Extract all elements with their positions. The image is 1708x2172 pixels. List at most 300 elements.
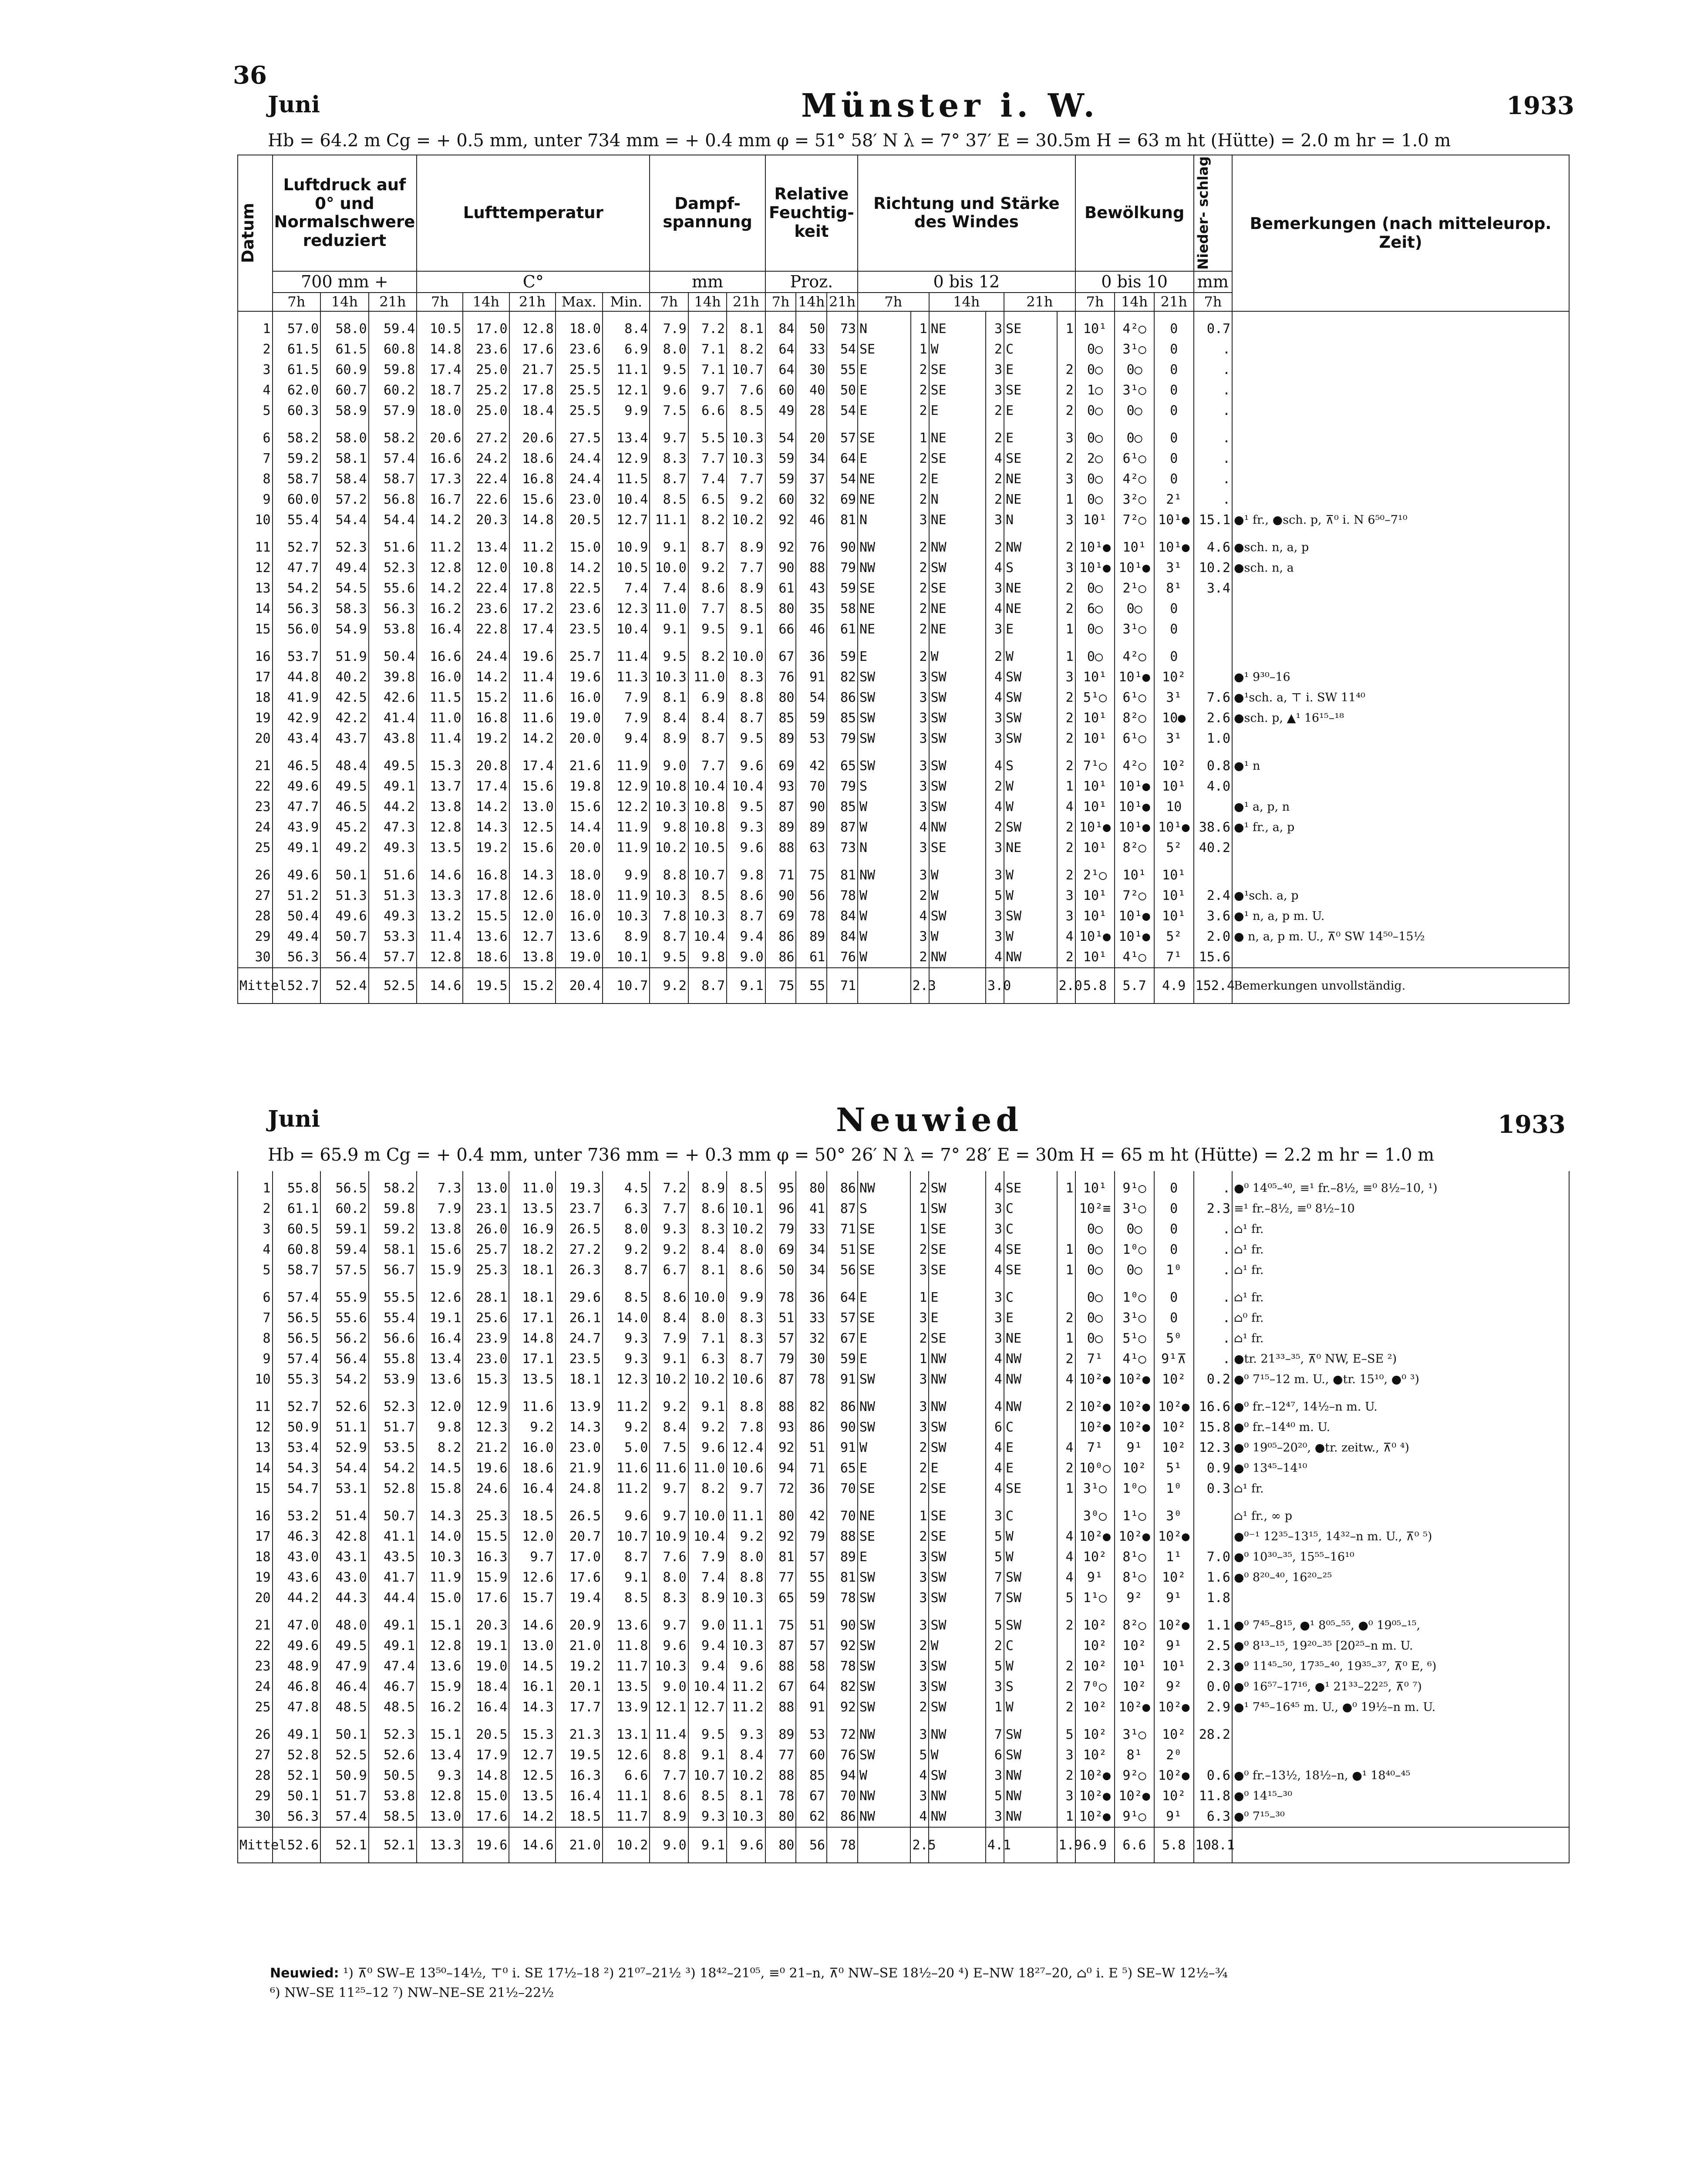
value-t7: 15.9	[417, 1260, 463, 1280]
value-p14: 48.0	[320, 1615, 369, 1636]
day-cell: 7	[238, 448, 273, 469]
value-e14: 8.1	[688, 1260, 727, 1280]
value-p7: 44.2	[273, 1588, 321, 1608]
value-e21: 10.3	[727, 1636, 765, 1656]
group-gap	[238, 749, 1569, 756]
value-tmax: 24.4	[556, 448, 603, 469]
unit-luftdruck: 700 mm +	[273, 271, 417, 293]
value-t14: 16.4	[463, 1697, 509, 1717]
wind-force-s21: 1	[1057, 647, 1075, 667]
value-f14: 88	[796, 558, 827, 578]
value-tmin: 10.3	[603, 906, 650, 926]
wind-force-s7: 3	[911, 708, 929, 728]
value-tmin: 10.4	[603, 489, 650, 510]
value-tmin: 7.9	[603, 687, 650, 708]
station-title-1: Münster i. W.	[801, 87, 1099, 125]
cloud-c7: 10¹	[1075, 667, 1115, 687]
gap-cell	[273, 530, 321, 537]
precip-cell: 4.0	[1194, 776, 1232, 797]
value-p14: 50.9	[320, 1765, 369, 1786]
gap-cell	[910, 1280, 929, 1287]
wind-dir-w21: W	[1004, 926, 1057, 947]
value-e21: 8.5	[727, 599, 765, 619]
wind-dir-w7: W	[858, 1765, 911, 1786]
value-f7: 69	[765, 1239, 796, 1260]
value-f7: 69	[765, 906, 796, 926]
gap-cell	[273, 1499, 321, 1506]
value-tmax: 24.7	[556, 1328, 603, 1349]
day-cell: 10	[238, 510, 273, 530]
cloud-c7: 0○	[1075, 360, 1115, 380]
value-t14: 19.2	[463, 728, 509, 749]
value-f7: 88	[765, 1656, 796, 1677]
precip-cell	[1194, 647, 1232, 667]
subheader-cloud-2: 21h	[1154, 293, 1194, 311]
value-f21: 84	[827, 906, 858, 926]
wind-dir-w14: NW	[929, 817, 986, 838]
value-e21: 9.5	[727, 797, 765, 817]
value-f21: 87	[827, 817, 858, 838]
cloud-c14: 8²○	[1115, 1615, 1154, 1636]
cloud-c14: 7²○	[1115, 510, 1154, 530]
value-e21: 8.5	[727, 401, 765, 421]
cloud-c14: 10¹	[1115, 865, 1154, 886]
value-tmin: 11.2	[603, 1478, 650, 1499]
value-t14: 19.6	[463, 1458, 509, 1478]
wind-dir-w7: E	[858, 1328, 911, 1349]
gap-cell	[796, 421, 827, 428]
value-t14: 25.3	[463, 1260, 509, 1280]
cloud-c21: 10²●	[1154, 1615, 1194, 1636]
wind-dir-w14: SW	[929, 667, 986, 687]
wind-force-s21	[1057, 1287, 1075, 1308]
mean-f14: 55	[796, 968, 827, 1003]
group-gap	[238, 530, 1569, 537]
value-e14: 10.0	[688, 1287, 727, 1308]
gap-cell	[986, 640, 1004, 647]
mean-precip: 152.4	[1194, 968, 1232, 1003]
gap-cell	[929, 1717, 985, 1724]
wind-dir-w7: NW	[858, 558, 911, 578]
value-p21: 53.8	[369, 1786, 417, 1806]
value-e7: 9.7	[650, 1478, 688, 1499]
gap-cell	[320, 1717, 369, 1724]
gap-cell	[369, 749, 417, 756]
cloud-c7: 10¹	[1075, 797, 1115, 817]
cloud-c14: 6¹○	[1115, 687, 1154, 708]
gap-cell	[650, 1280, 688, 1287]
wind-dir-w7: SE	[858, 1239, 911, 1260]
value-f21: 76	[827, 1745, 858, 1765]
table-row	[238, 1697, 1569, 1717]
wind-force-s14: 4	[986, 1397, 1004, 1417]
value-t7: 13.4	[417, 1349, 463, 1369]
gap-cell	[650, 1608, 688, 1615]
wind-force-s14: 3	[986, 1199, 1004, 1219]
value-f7: 93	[765, 1417, 796, 1438]
value-p7: 56.3	[273, 1806, 321, 1827]
value-p14: 58.3	[320, 599, 369, 619]
cloud-c21: 10¹●	[1154, 537, 1194, 558]
gap-cell	[1194, 858, 1232, 865]
value-p7: 57.4	[273, 1287, 321, 1308]
wind-dir-w21: NW	[1004, 947, 1057, 968]
cloud-c7: 10¹	[1075, 886, 1115, 906]
subheader-13: 21h	[827, 293, 858, 311]
value-tmax: 17.6	[556, 1567, 603, 1588]
gap-cell	[603, 1280, 650, 1287]
wind-dir-w21: SW	[1004, 906, 1057, 926]
remarks-cell: ●¹ fr., ●sch. p, ⊼⁰ i. N 6⁵⁰–7¹⁰	[1232, 510, 1569, 530]
wind-dir-w21: E	[1004, 1438, 1057, 1458]
gap-cell	[417, 640, 463, 647]
cloud-c7: 10²●	[1075, 1417, 1115, 1438]
remarks-cell: ⌂¹ fr.	[1232, 1287, 1569, 1308]
value-e21: 10.6	[727, 1458, 765, 1478]
cloud-c14: 6¹○	[1115, 728, 1154, 749]
cloud-c14: 10²	[1115, 1636, 1154, 1656]
value-p7: 52.7	[273, 1397, 321, 1417]
table-row	[238, 838, 1569, 858]
wind-dir-w14: SW	[929, 1178, 985, 1199]
remarks-cell: ●⁰ 16⁵⁷–17¹⁶, ●¹ 21³³–22²⁵, ⊼⁰ ⁷)	[1232, 1677, 1569, 1697]
gap-cell	[1194, 311, 1232, 319]
wind-dir-w21: E	[1004, 619, 1057, 640]
wind-dir-w14: SW	[929, 1765, 985, 1786]
wind-force-s21: 2	[1057, 817, 1075, 838]
precip-cell: 2.3	[1194, 1656, 1232, 1677]
wind-dir-w21: C	[1004, 1636, 1057, 1656]
value-p7: 60.8	[273, 1239, 321, 1260]
value-p21: 44.2	[369, 797, 417, 817]
day-cell: 12	[238, 558, 273, 578]
wind-dir-w7: E	[858, 448, 911, 469]
wind-dir-w7: E	[858, 380, 911, 401]
gap-cell	[320, 640, 369, 647]
gap-cell	[910, 1499, 929, 1506]
cloud-c21: 0	[1154, 339, 1194, 360]
value-e7: 8.4	[650, 708, 688, 728]
gap-cell	[1004, 1608, 1057, 1615]
value-f14: 40	[796, 380, 827, 401]
gap-cell	[986, 421, 1004, 428]
value-e21: 8.5	[727, 1178, 765, 1199]
wind-dir-w21: NW	[1004, 1397, 1057, 1417]
value-p21: 47.3	[369, 817, 417, 838]
cloud-c21: 0	[1154, 448, 1194, 469]
value-e7: 8.6	[650, 1786, 688, 1806]
cloud-c7: 7⁰○	[1075, 1677, 1115, 1697]
table-row	[238, 947, 1569, 968]
value-f21: 56	[827, 1260, 858, 1280]
value-p21: 50.7	[369, 1506, 417, 1526]
value-tmax: 18.0	[556, 886, 603, 906]
value-e21: 10.3	[727, 1806, 765, 1827]
wind-force-s21: 2	[1057, 708, 1075, 728]
gap-cell	[1004, 1499, 1057, 1506]
value-f21: 78	[827, 1588, 858, 1608]
value-tmax: 20.0	[556, 728, 603, 749]
wind-force-s7: 3	[910, 1724, 929, 1745]
month-label-1: Juni	[268, 91, 320, 118]
value-p21: 60.8	[369, 339, 417, 360]
value-t7: 12.8	[417, 1786, 463, 1806]
value-f7: 60	[765, 489, 796, 510]
value-p21: 59.2	[369, 1219, 417, 1239]
gap-cell	[911, 858, 929, 865]
cloud-c14: 10¹	[1115, 537, 1154, 558]
gap-cell	[765, 311, 796, 319]
gap-cell	[796, 749, 827, 756]
day-cell: 6	[238, 1287, 273, 1308]
value-f7: 60	[765, 380, 796, 401]
value-f14: 33	[796, 1308, 827, 1328]
cloud-c21: 9¹	[1154, 1588, 1194, 1608]
value-p14: 52.5	[320, 1745, 369, 1765]
value-f21: 91	[827, 1438, 858, 1458]
value-e7: 9.1	[650, 1349, 688, 1369]
wind-dir-w14: SE	[929, 360, 986, 380]
cloud-c7: 10¹●	[1075, 537, 1115, 558]
day-cell: 5	[238, 1260, 273, 1280]
gap-cell	[1075, 1717, 1115, 1724]
value-e21: 10.7	[727, 360, 765, 380]
value-p14: 55.6	[320, 1308, 369, 1328]
value-p21: 59.8	[369, 1199, 417, 1219]
gap-cell	[1115, 858, 1154, 865]
gap-cell	[273, 1280, 321, 1287]
gap-cell	[320, 421, 369, 428]
wind-dir-w7: SW	[858, 1417, 911, 1438]
value-p14: 50.7	[320, 926, 369, 947]
value-f14: 85	[796, 1765, 827, 1786]
precip-cell	[1194, 667, 1232, 687]
day-cell: 30	[238, 947, 273, 968]
unit-dampf: mm	[650, 271, 765, 293]
value-f14: 42	[796, 756, 827, 776]
data-table	[237, 1171, 1570, 1863]
precip-cell: .	[1194, 1308, 1232, 1328]
remarks-cell: ●sch. p, ▲¹ 16¹⁵–¹⁸	[1232, 708, 1569, 728]
gap-cell	[463, 858, 509, 865]
value-f21: 70	[827, 1786, 858, 1806]
value-f21: 70	[827, 1478, 858, 1499]
value-f14: 61	[796, 947, 827, 968]
value-t7: 13.5	[417, 838, 463, 858]
gap-cell	[509, 640, 556, 647]
value-p21: 58.5	[369, 1806, 417, 1827]
wind-dir-w21: NW	[1004, 1369, 1057, 1390]
value-p21: 42.6	[369, 687, 417, 708]
value-t14: 16.3	[463, 1547, 509, 1567]
value-p7: 53.4	[273, 1438, 321, 1458]
wind-dir-w21: E	[1004, 401, 1057, 421]
mean-c21: 4.9	[1154, 968, 1194, 1003]
day-cell: 5	[238, 401, 273, 421]
wind-dir-w21: SE	[1004, 1260, 1057, 1280]
wind-force-s7: 2	[910, 1458, 929, 1478]
value-f14: 56	[796, 886, 827, 906]
cloud-c7: 0○	[1075, 1308, 1115, 1328]
value-tmin: 9.9	[603, 865, 650, 886]
mean-precip: 108.1	[1194, 1827, 1232, 1863]
value-e21: 9.4	[727, 926, 765, 947]
wind-force-s21: 3	[1057, 906, 1075, 926]
gap-cell	[1057, 1608, 1075, 1615]
table-row	[238, 1745, 1569, 1765]
mean-s7: 2.3	[911, 968, 929, 1003]
value-f14: 90	[796, 797, 827, 817]
value-t7: 11.0	[417, 708, 463, 728]
mean-p14: 52.4	[320, 968, 369, 1003]
group-gap	[238, 640, 1569, 647]
value-e14: 7.7	[688, 448, 727, 469]
value-tmin: 12.6	[603, 1745, 650, 1765]
value-f14: 53	[796, 728, 827, 749]
remarks-cell	[1232, 469, 1569, 489]
value-e7: 8.5	[650, 489, 688, 510]
value-f14: 55	[796, 1567, 827, 1588]
wind-force-s7: 2	[911, 448, 929, 469]
gap-cell	[1154, 1280, 1194, 1287]
wind-force-s7: 2	[911, 947, 929, 968]
value-p14: 49.5	[320, 1636, 369, 1656]
value-t14: 20.8	[463, 756, 509, 776]
unit-temperatur: C°	[417, 271, 650, 293]
wind-force-s21: 2	[1057, 1765, 1075, 1786]
wind-force-s21: 2	[1057, 865, 1075, 886]
value-f7: 93	[765, 776, 796, 797]
gap-cell	[727, 858, 765, 865]
wind-force-s14: 4	[986, 1178, 1004, 1199]
day-cell: 11	[238, 537, 273, 558]
value-f21: 84	[827, 926, 858, 947]
gap-cell	[603, 1608, 650, 1615]
wind-dir-w7: SW	[858, 1697, 911, 1717]
value-f7: 92	[765, 1438, 796, 1458]
value-tmax: 19.0	[556, 947, 603, 968]
value-e21: 8.2	[727, 339, 765, 360]
precip-cell	[1194, 1526, 1232, 1547]
cloud-c7: 10¹	[1075, 510, 1115, 530]
wind-force-s14: 2	[986, 401, 1004, 421]
value-f21: 50	[827, 380, 858, 401]
value-e14: 9.0	[688, 1615, 727, 1636]
wind-dir-w7: NW	[858, 537, 911, 558]
precip-cell: 11.8	[1194, 1786, 1232, 1806]
value-e21: 10.3	[727, 448, 765, 469]
wind-dir-w21: SW	[1004, 667, 1057, 687]
cloud-c14: 3¹○	[1115, 380, 1154, 401]
value-p7: 55.8	[273, 1178, 321, 1199]
precip-cell: 3.6	[1194, 906, 1232, 926]
wind-force-s21: 2	[1057, 1308, 1075, 1328]
value-t7: 16.2	[417, 1697, 463, 1717]
wind-force-s14: 2	[986, 339, 1004, 360]
value-e7: 8.1	[650, 687, 688, 708]
value-f14: 30	[796, 360, 827, 380]
value-tmax: 26.5	[556, 1506, 603, 1526]
header-niederschlag	[1194, 155, 1232, 271]
cloud-c7: 2¹○	[1075, 865, 1115, 886]
wind-dir-w21: W	[1004, 647, 1057, 667]
value-f21: 90	[827, 537, 858, 558]
gap-cell	[238, 749, 273, 756]
day-cell: 17	[238, 667, 273, 687]
cloud-c21: 2¹	[1154, 489, 1194, 510]
mean-t14: 19.6	[463, 1827, 509, 1863]
value-tmin: 9.1	[603, 1567, 650, 1588]
precip-cell	[1194, 865, 1232, 886]
gap-cell	[827, 1390, 858, 1397]
table-row	[238, 776, 1569, 797]
value-e14: 9.4	[688, 1656, 727, 1677]
gap-cell	[827, 1280, 858, 1287]
value-tmax: 15.0	[556, 537, 603, 558]
gap-cell	[727, 1280, 765, 1287]
value-e14: 8.4	[688, 1239, 727, 1260]
day-cell: 19	[238, 1567, 273, 1588]
gap-cell	[929, 1390, 985, 1397]
value-f14: 36	[796, 1478, 827, 1499]
value-f14: 91	[796, 667, 827, 687]
wind-force-s7: 3	[911, 838, 929, 858]
table-row	[238, 1567, 1569, 1588]
mean-remarks	[1232, 1827, 1569, 1863]
gap-cell	[929, 1280, 985, 1287]
gap-cell	[827, 311, 858, 319]
value-tmin: 9.9	[603, 401, 650, 421]
mean-e14: 8.7	[688, 968, 727, 1003]
gap-cell	[827, 1171, 858, 1178]
cloud-c7: 0○	[1075, 1287, 1115, 1308]
gap-cell	[320, 749, 369, 756]
value-t7: 20.6	[417, 428, 463, 448]
value-tmax: 18.5	[556, 1806, 603, 1827]
value-e14: 10.7	[688, 1765, 727, 1786]
gap-cell	[1194, 1717, 1232, 1724]
wind-dir-w14: SW	[929, 1677, 985, 1697]
gap-cell	[369, 1608, 417, 1615]
wind-force-s14: 5	[986, 1786, 1004, 1806]
value-p14: 56.4	[320, 947, 369, 968]
gap-cell	[369, 1499, 417, 1506]
value-p21: 41.4	[369, 708, 417, 728]
value-e21: 9.9	[727, 1287, 765, 1308]
value-f7: 88	[765, 1397, 796, 1417]
value-t14: 14.2	[463, 797, 509, 817]
value-e14: 7.1	[688, 360, 727, 380]
mean-e7: 9.0	[650, 1827, 688, 1863]
value-tmin: 9.4	[603, 728, 650, 749]
wind-dir-w14: SE	[929, 1260, 985, 1280]
value-t21: 18.4	[509, 401, 556, 421]
day-cell: 4	[238, 1239, 273, 1260]
cloud-c7: 10¹	[1075, 708, 1115, 728]
cloud-c7: 10¹●	[1075, 926, 1115, 947]
table-row	[238, 469, 1569, 489]
wind-force-s7: 3	[910, 1786, 929, 1806]
gap-cell	[796, 1499, 827, 1506]
wind-dir-w14: SW	[929, 1199, 985, 1219]
wind-dir-w7: SW	[858, 728, 911, 749]
value-t21: 16.4	[509, 1478, 555, 1499]
value-f21: 65	[827, 756, 858, 776]
wind-dir-w14: SW	[929, 1656, 985, 1677]
value-tmax: 21.0	[556, 1636, 603, 1656]
value-f21: 79	[827, 776, 858, 797]
station-meta-2: Hb = 65.9 m Cg = + 0.4 mm, unter 736 mm = + 0.3 mm φ = 50° 26′ N λ = 7° 28′ E = 30m H = 65 m ht (Hütte) = 2.2 m hr = 1.0 m	[268, 1145, 1435, 1165]
